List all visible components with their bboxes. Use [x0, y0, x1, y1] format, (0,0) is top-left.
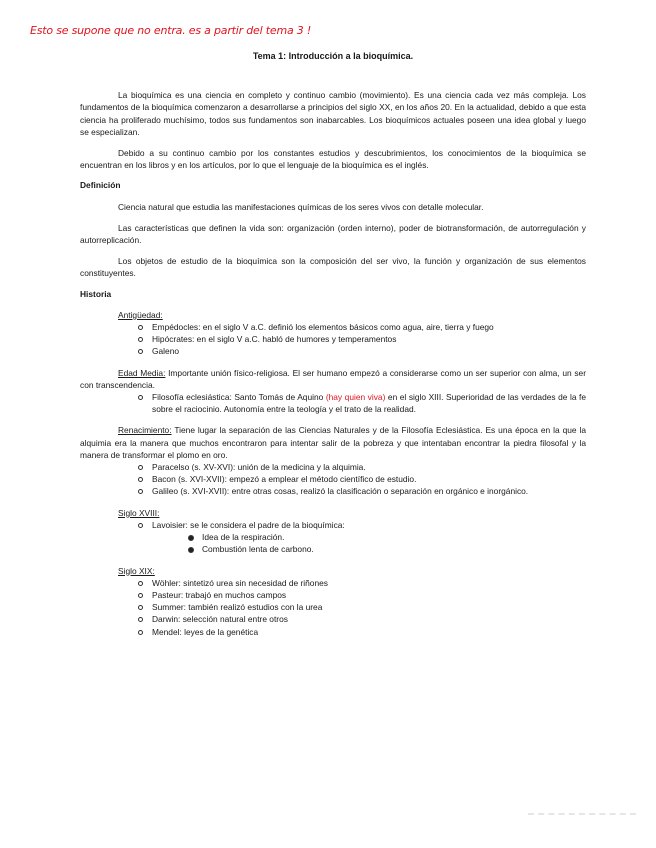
edad-media-text: Importante unión físico-religiosa. El ser humano empezó a considerarse como un ser superior con alma, un ser con transcendencia.: [80, 367, 586, 390]
siglo-xviii-label-text: Siglo XVIII:: [118, 507, 160, 518]
siglo-xix-label-text: Siglo XIX:: [118, 565, 155, 576]
intro-paragraph-1: La bioquímica es una ciencia en completo y continuo cambio (movimiento). Es una ciencia cada vez más compleja. Los fundamentos de la bioquímica comenzaron a desarrollarse a principios del siglo XX, en los años 20. En la actualidad, debido a que esta ciencia ha proliferado muchísimo, todos sus fundamentos son inabarcables. Los bioquímicos actuales poseen una idea global y luego se especializan.: [80, 90, 586, 137]
historia-heading: Historia: [80, 288, 112, 299]
list-item: Galileo (s. XVI-XVII): entre otras cosas, realizó la clasificación o separación en orgánico e inorgánico.: [138, 485, 586, 497]
list-item: [138, 391, 586, 415]
edad-media-item-pre: Filosofía eclesiástica: Santo Tomás de Aquino: [152, 392, 326, 403]
footer-divider: [528, 813, 636, 816]
siglo-xviii-label: [118, 507, 586, 519]
edad-media-item-post: en el siglo XIII. Superioridad de las verdades de la fe sobre el raciocinio. Autonomía entre la teología y el trato de la realidad.: [152, 392, 587, 415]
definicion-paragraph-3: Los objetos de estudio de la bioquímica son la composición del ser vivo, la función y organización de sus elementos constituyentes.: [80, 256, 586, 279]
list-item: Galeno: [138, 345, 586, 357]
document-page: [80, 50, 586, 638]
renacimiento-list: [80, 461, 586, 498]
edad-media-list: [80, 391, 586, 415]
renacimiento-label: Renacimiento:: [118, 425, 172, 436]
antiguedad-label-text: Antigüedad:: [118, 309, 163, 320]
list-item: Bacon (s. XVI-XVII): empezó a emplear el método científico de estudio.: [138, 473, 586, 485]
siglo-xix-list: [80, 577, 586, 638]
lavoisier-sublist: [152, 531, 586, 555]
renacimiento-text: Tiene lugar la separación de las Ciencias Naturales y de la Filosofía Eclesiástica. Es una época en la que la alquimia era la manera que muchos encontraron para intentar salir de la pobreza y que intentaban encontrar la piedra filosofal y la manera de transformar el plomo en oro.: [80, 425, 586, 460]
definicion-heading: Definición: [80, 180, 121, 191]
list-item: Hipócrates: en el siglo V a.C. habló de humores y temperamentos: [138, 333, 586, 345]
list-item: Summer: también realizó estudios con la urea: [138, 601, 586, 613]
definicion-paragraph-1: Ciencia natural que estudia las manifestaciones químicas de los seres vivos con detalle molecular.: [118, 201, 484, 212]
renacimiento-paragraph: [80, 424, 586, 461]
definicion-paragraph-2: Las características que definen la vida son: organización (orden interno), poder de biotransformación, de autorregulación y autorreplicación.: [80, 222, 586, 246]
intro-paragraph-2: Debido a su continuo cambio por los constantes estudios y descubrimientos, los conocimientos de la bioquímica se encuentran en los libros y en los artículos, por lo que el lenguaje de la bioquímica es el inglés.: [80, 148, 586, 171]
list-item: Paracelso (s. XV-XVI): unión de la medicina y la alquimia.: [138, 461, 586, 473]
antiguedad-list: [80, 321, 586, 358]
edad-media-paragraph: [80, 367, 586, 391]
edad-media-label: Edad Media:: [118, 367, 166, 378]
antiguedad-label: [118, 309, 586, 321]
list-item: Wöhler: sintetizó urea sin necesidad de riñones: [138, 577, 586, 589]
list-item: Combustión lenta de carbono.: [188, 543, 586, 555]
siglo-xix-label: [118, 565, 586, 577]
siglo-xviii-list: [80, 519, 586, 556]
list-item: Pasteur: trabajó en muchos campos: [138, 589, 586, 601]
list-item: Empédocles: en el siglo V a.C. definió los elementos básicos como agua, aire, tierra y fuego: [138, 321, 586, 333]
list-item: Darwin: selección natural entre otros: [138, 613, 586, 625]
list-item: [138, 519, 586, 556]
list-item: Idea de la respiración.: [188, 531, 586, 543]
lavoisier-text: Lavoisier: se le considera el padre de la bioquímica:: [152, 519, 345, 530]
handwritten-note: Esto se supone que no entra. es a partir del tema 3 !: [30, 24, 312, 37]
list-item: Mendel: leyes de la genética: [138, 626, 586, 638]
edad-media-item-annotation: (hay quien viva): [325, 392, 386, 403]
page-title: Tema 1: Introducción a la bioquímica.: [252, 51, 414, 61]
